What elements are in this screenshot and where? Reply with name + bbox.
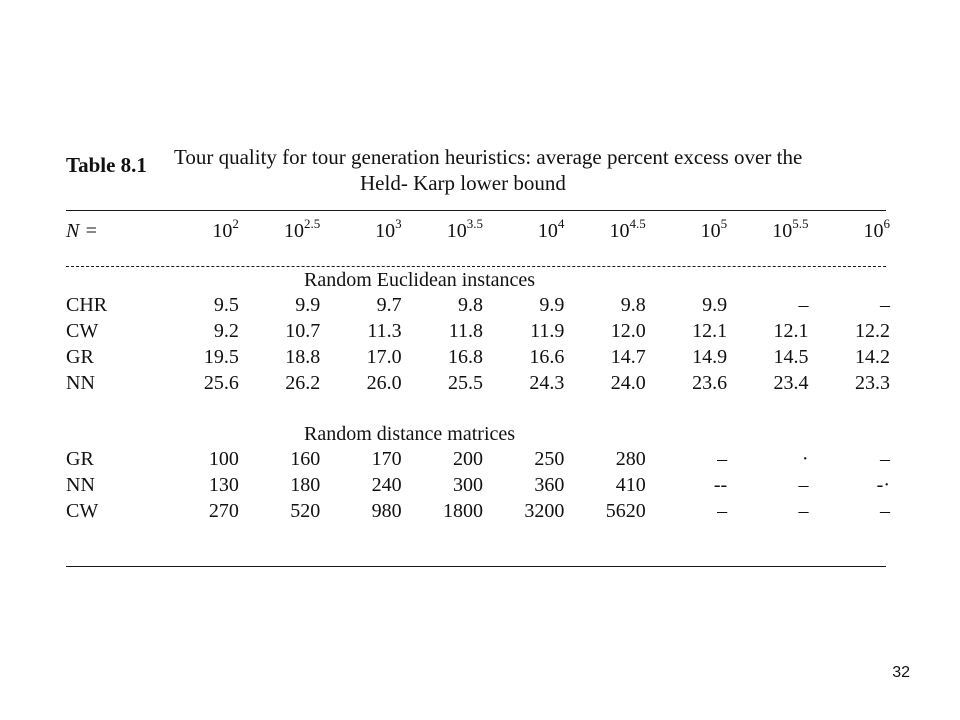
table-cell: 170: [371, 447, 402, 470]
column-header-exponent: 4: [557, 216, 565, 231]
table-cell: 410: [615, 473, 646, 496]
table-cell: 16.6: [529, 345, 565, 368]
section-heading-row: [66, 260, 890, 292]
column-header: [402, 216, 484, 260]
column-header: [158, 216, 239, 260]
table-cell: --: [713, 473, 728, 496]
table-row: [66, 472, 890, 498]
table-cell: 14.5: [773, 345, 809, 368]
section-heading-row: [66, 414, 890, 446]
table-cell: –: [717, 499, 728, 522]
table-cell: ·: [801, 447, 809, 470]
column-header-exponent: 5: [720, 216, 728, 231]
row-label: CHR: [66, 293, 108, 316]
table-cell: 18.8: [285, 345, 321, 368]
table-cell: 9.7: [376, 293, 402, 316]
table-cell: 11.9: [530, 319, 565, 342]
n-label: N =: [66, 220, 98, 242]
table-cell: 9.5: [213, 293, 239, 316]
column-header-exponent: 2: [232, 216, 239, 231]
table-cell: -·: [876, 473, 890, 496]
table-cell: 180: [290, 473, 321, 496]
table-cell: 23.6: [692, 371, 728, 394]
table-cell: –: [798, 473, 809, 496]
table-cell: 520: [290, 499, 321, 522]
table-cell: 9.9: [539, 293, 565, 316]
table-title-line1: Tour quality for tour generation heuristics: average percent excess over the: [174, 145, 803, 169]
table-cell: 270: [208, 499, 239, 522]
table-cell: 10.7: [285, 319, 321, 342]
column-header-exponent: 5.5: [792, 216, 809, 231]
table-cell: 11.8: [448, 319, 484, 342]
table-cell: 23.3: [855, 371, 890, 394]
table-cell: 24.3: [529, 371, 565, 394]
table-cell: 9.9: [702, 293, 728, 316]
row-label: NN: [66, 473, 95, 496]
table-cell: 360: [534, 473, 565, 496]
spacer-cell: [66, 396, 890, 414]
table-cell: –: [798, 499, 809, 522]
table-cell: 12.1: [773, 319, 809, 342]
column-header: [809, 216, 890, 260]
row-label: CW: [66, 499, 99, 522]
column-header: [646, 216, 728, 260]
column-header-exponent: 6: [883, 216, 890, 231]
table-cell: 12.2: [855, 319, 890, 342]
table-cell: 200: [453, 447, 484, 470]
table-cell: 16.8: [448, 345, 484, 368]
table-cell: 9.2: [213, 319, 239, 342]
section-heading: Random Euclidean instances: [304, 269, 536, 291]
column-header-exponent: 2.5: [304, 216, 321, 231]
table-cell: –: [717, 447, 728, 470]
table-cell: 300: [453, 473, 484, 496]
column-header-base: 10: [863, 220, 884, 242]
table-cell: 9.8: [620, 293, 646, 316]
table-cell: 11.3: [367, 319, 402, 342]
table-row: [66, 318, 890, 344]
table-row: [66, 292, 890, 318]
table-cell: 240: [371, 473, 402, 496]
column-header-base: 10: [212, 220, 233, 242]
column-header-base: 10: [700, 220, 721, 242]
table-cell: 14.7: [610, 345, 646, 368]
column-header: [239, 216, 321, 260]
column-header: [320, 216, 402, 260]
table-cell: –: [880, 447, 890, 470]
spacer-row: [66, 396, 890, 414]
table-cell: 280: [615, 447, 646, 470]
table-cell: 12.1: [692, 319, 728, 342]
table-row: [66, 344, 890, 370]
column-header-exponent: 4.5: [629, 216, 646, 231]
table-cell: 26.0: [366, 371, 402, 394]
table-cell: 100: [208, 447, 239, 470]
bottom-rule: [66, 566, 886, 567]
column-header: [483, 216, 565, 260]
table-cell: 14.9: [692, 345, 728, 368]
table-cell: –: [880, 293, 890, 316]
table-cell: 12.0: [610, 319, 646, 342]
row-label: NN: [66, 371, 95, 394]
table-cell: 24.0: [610, 371, 646, 394]
row-label: GR: [66, 447, 94, 470]
column-header-exponent: 3.5: [466, 216, 484, 231]
table-cell: 3200: [524, 499, 565, 522]
column-header: [564, 216, 646, 260]
column-header-base: 10: [537, 220, 558, 242]
table-cell: 250: [534, 447, 565, 470]
table-cell: 25.5: [448, 371, 484, 394]
table-cell: 130: [208, 473, 239, 496]
table-cell: 14.2: [855, 345, 890, 368]
column-header: [727, 216, 809, 260]
header-row: [66, 220, 890, 260]
table-title-line2: Held- Karp lower bound: [360, 171, 566, 195]
table-cell: 5620: [605, 499, 646, 522]
column-header-base: 10: [772, 220, 793, 242]
table-row: [66, 370, 890, 396]
column-header-base: 10: [284, 220, 305, 242]
column-header-exponent: 3: [395, 216, 402, 231]
table-cell: 17.0: [366, 345, 402, 368]
table-cell: 9.8: [458, 293, 484, 316]
column-header-base: 10: [375, 220, 396, 242]
table-cell: 23.4: [773, 371, 809, 394]
column-header-base: 10: [446, 220, 467, 242]
table-cell: 160: [290, 447, 321, 470]
table-cell: 9.9: [295, 293, 321, 316]
column-header-base: 10: [609, 220, 630, 242]
page-number: 32: [892, 664, 910, 681]
table-cell: 19.5: [203, 345, 239, 368]
table-row: [66, 498, 890, 524]
table-cell: 25.6: [203, 371, 239, 394]
table-row: [66, 446, 890, 472]
table-label: Table 8.1: [66, 153, 147, 177]
table-cell: 980: [371, 499, 402, 522]
row-label: CW: [66, 319, 99, 342]
table-cell: 26.2: [285, 371, 321, 394]
top-rule: [66, 210, 886, 211]
table-cell: –: [798, 293, 809, 316]
section-heading: Random distance matrices: [304, 423, 516, 445]
row-label: GR: [66, 345, 94, 368]
table-cell: –: [880, 499, 890, 522]
table-cell: 1800: [443, 499, 484, 522]
data-table: [66, 216, 890, 524]
